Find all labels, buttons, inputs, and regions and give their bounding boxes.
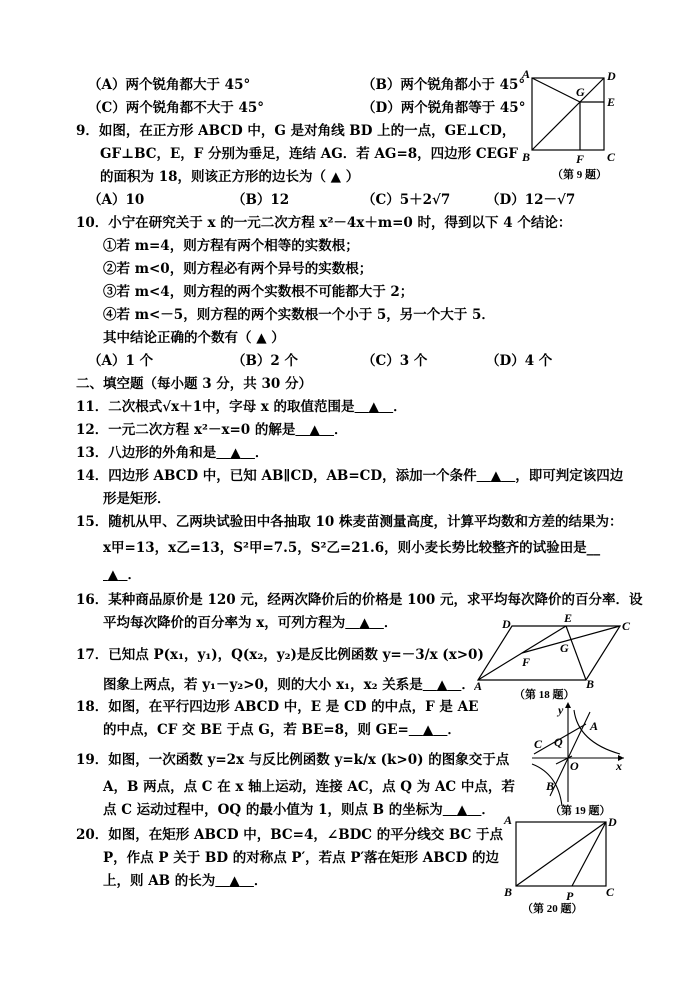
section-heading: 二、填空题（每小题 3 分，共 30 分） bbox=[76, 376, 312, 392]
q15-line-2: x甲=13，x乙=13，S²甲=7.5，S²乙=21.6，则小麦长势比较整齐的试验田是__ bbox=[103, 540, 601, 556]
figure-q20 bbox=[500, 812, 630, 920]
q14-line-2: 形是矩形． bbox=[103, 491, 171, 507]
fig18-label-g: G bbox=[560, 641, 569, 655]
q10-statement-3: ③若 m<4，则方程的两个实数根不可能都大于 2； bbox=[103, 284, 414, 300]
q9-line-2: GF⊥BC，E，F 分别为垂足，连结 AG．若 AG=8，四边形 CEGF bbox=[100, 146, 519, 162]
fig19-label-o: O bbox=[570, 759, 579, 773]
q11-blank: ▲ bbox=[368, 399, 380, 415]
fig20-label-a: A bbox=[504, 813, 513, 827]
q8-option-b: （B）两个锐角都小于 45° bbox=[362, 77, 526, 93]
q19-line-2: A，B 两点，点 C 在 x 轴上运动，连接 AC，点 Q 为 AC 中点，若 bbox=[103, 779, 515, 795]
fig9-label-a: A bbox=[522, 67, 531, 81]
fig19-caption: （第 19 题） bbox=[550, 805, 611, 816]
q10-statement-1: ①若 m=4，则方程有两个相等的实数根； bbox=[103, 238, 359, 254]
q10-question: 其中结论正确的个数有（ ▲ ） bbox=[103, 330, 285, 346]
fig9-label-b: B bbox=[522, 150, 531, 164]
q12: 12．一元二次方程 x²－x=0 的解是 ▲ ． bbox=[76, 422, 348, 438]
q13-blank: ▲ bbox=[230, 445, 241, 461]
fig19-label-y: y bbox=[558, 703, 564, 717]
q16-line-2: 平均每次降价的百分率为 x，可列方程为 ▲ ． bbox=[103, 615, 398, 631]
q17-blank: ▲ bbox=[436, 677, 448, 693]
fig20-label-p: P bbox=[566, 889, 574, 903]
fig18-label-a: A bbox=[474, 679, 483, 693]
fig20-label-d: D bbox=[608, 815, 617, 829]
q10-line-1: 10．小宁在研究关于 x 的一元二次方程 x²－4x＋m=0 时，得到以下 4 个结论： bbox=[76, 215, 572, 231]
q18-line-1: 18．如图，在平行四边形 ABCD 中，E 是 CD 的中点，F 是 AE bbox=[76, 699, 479, 715]
q20-line-2: P，作点 P 关于 BD 的对称点 P′，若点 P′落在矩形 ABCD 的边 bbox=[103, 850, 500, 866]
q15-blank: ▲ bbox=[107, 567, 119, 583]
fig18-label-f: F bbox=[522, 655, 531, 669]
figure-q18 bbox=[474, 608, 640, 702]
q9-option-d: （D）12－√7 bbox=[486, 192, 576, 208]
fig20-label-b: B bbox=[504, 885, 513, 899]
q9-option-b: （B）12 bbox=[232, 192, 290, 208]
q17-line-2: 图象上两点，若 y₁－y₂>0，则的大小 x₁，x₂ 关系是 ▲ ． bbox=[103, 677, 475, 693]
q9-line-1: 9．如图，在正方形 ABCD 中，G 是对角线 BD 上的一点，GE⊥CD， bbox=[76, 123, 516, 139]
fig19-label-a: A bbox=[590, 719, 599, 733]
fig19-label-q: Q bbox=[554, 735, 563, 749]
fig9-label-e: E bbox=[607, 95, 616, 109]
fig18-label-b: B bbox=[586, 677, 595, 691]
q9-option-a: （A）10 bbox=[88, 192, 145, 208]
q18-blank: ▲ bbox=[422, 722, 434, 738]
q18-line-2: 的中点，CF 交 BE 于点 G，若 BE=8，则 GE= ▲ ． bbox=[103, 722, 461, 738]
fig18-label-e: E bbox=[564, 611, 573, 625]
q10-statement-4: ④若 m<－5，则方程的两个实数根一个小于 5，另一个大于 5． bbox=[103, 307, 495, 323]
q15-line-3: ▲ ． bbox=[107, 567, 141, 583]
q9-option-c: （C）5＋2√7 bbox=[362, 192, 451, 208]
fig9-label-f: F bbox=[576, 152, 585, 166]
fig9-label-d: D bbox=[607, 69, 616, 83]
fig20-caption: （第 20 题） bbox=[522, 903, 583, 915]
q20-blank: ▲ bbox=[229, 873, 240, 889]
q15-line-1: 15．随机从甲、乙两块试验田中各抽取 10 株麦苗测量高度，计算平均数和方差的结果为： bbox=[76, 514, 623, 530]
q8-option-a: （A）两个锐角都大于 45° bbox=[88, 77, 251, 93]
q16-line-1: 16．某种商品原价是 120 元，经两次降价后的价格是 100 元，求平均每次降价的百分率．设 bbox=[76, 592, 643, 608]
fig19-label-b: B bbox=[546, 779, 555, 793]
q10-statement-2: ②若 m<0，则方程必有两个异号的实数根； bbox=[103, 261, 373, 277]
q9-line-3: 的面积为 18，则该正方形的边长为（ ▲ ） bbox=[100, 169, 360, 185]
q8-option-d: （D）两个锐角都等于 45° bbox=[362, 100, 526, 116]
q10-option-c: （C）3 个 bbox=[362, 353, 428, 369]
q10-option-d: （D）4 个 bbox=[486, 353, 553, 369]
fig9-caption: （第 9 题） bbox=[552, 169, 607, 181]
fig18-label-d: D bbox=[502, 617, 511, 631]
fig9-label-g: G bbox=[576, 85, 585, 99]
q20-line-3: 上，则 AB 的长为 ▲ ． bbox=[103, 873, 268, 889]
fig19-label-x: x bbox=[616, 759, 622, 773]
fig18-label-c: C bbox=[622, 619, 631, 633]
figure-q19 bbox=[528, 702, 628, 816]
q19-line-3: 点 C 运动过程中，OQ 的最小值为 1，则点 B 的坐标为 ▲ ． bbox=[103, 802, 495, 818]
q16-blank: ▲ bbox=[359, 615, 370, 631]
q10-option-b: （B）2 个 bbox=[232, 353, 299, 369]
q11: 11．二次根式√x＋1中，字母 x 的取值范围是 ▲ ． bbox=[76, 399, 407, 415]
q20-line-1: 20．如图，在矩形 ABCD 中，BC=4，∠BDC 的平分线交 BC 于点 bbox=[76, 827, 504, 843]
figure-q9 bbox=[518, 66, 630, 186]
q12-blank: ▲ bbox=[309, 422, 320, 438]
fig20-label-c: C bbox=[606, 885, 615, 899]
q14-blank: ▲ bbox=[490, 468, 502, 484]
fig9-label-c: C bbox=[607, 150, 616, 164]
fig19-label-c: C bbox=[534, 737, 543, 751]
q13: 13．八边形的外角和是 ▲ ． bbox=[76, 445, 269, 461]
q10-option-a: （A）1 个 bbox=[88, 353, 154, 369]
q8-option-c: （C）两个锐角都不大于 45° bbox=[88, 100, 264, 116]
q14-line-1: 14．四边形 ABCD 中，已知 AB∥CD，AB=CD，添加一个条件 ▲ ，即可判定该四边 bbox=[76, 468, 624, 484]
q19-blank: ▲ bbox=[456, 802, 468, 818]
q17-line-1: 17．已知点 P(x₁，y₁)，Q(x₂，y₂)是反比例函数 y=－3/x (x>0) bbox=[76, 647, 484, 663]
fig18-caption: （第 18 题） bbox=[514, 689, 575, 701]
q19-line-1: 19．如图，一次函数 y=2x 与反比例函数 y=k/x (k>0) 的图象交于点 bbox=[76, 752, 510, 768]
